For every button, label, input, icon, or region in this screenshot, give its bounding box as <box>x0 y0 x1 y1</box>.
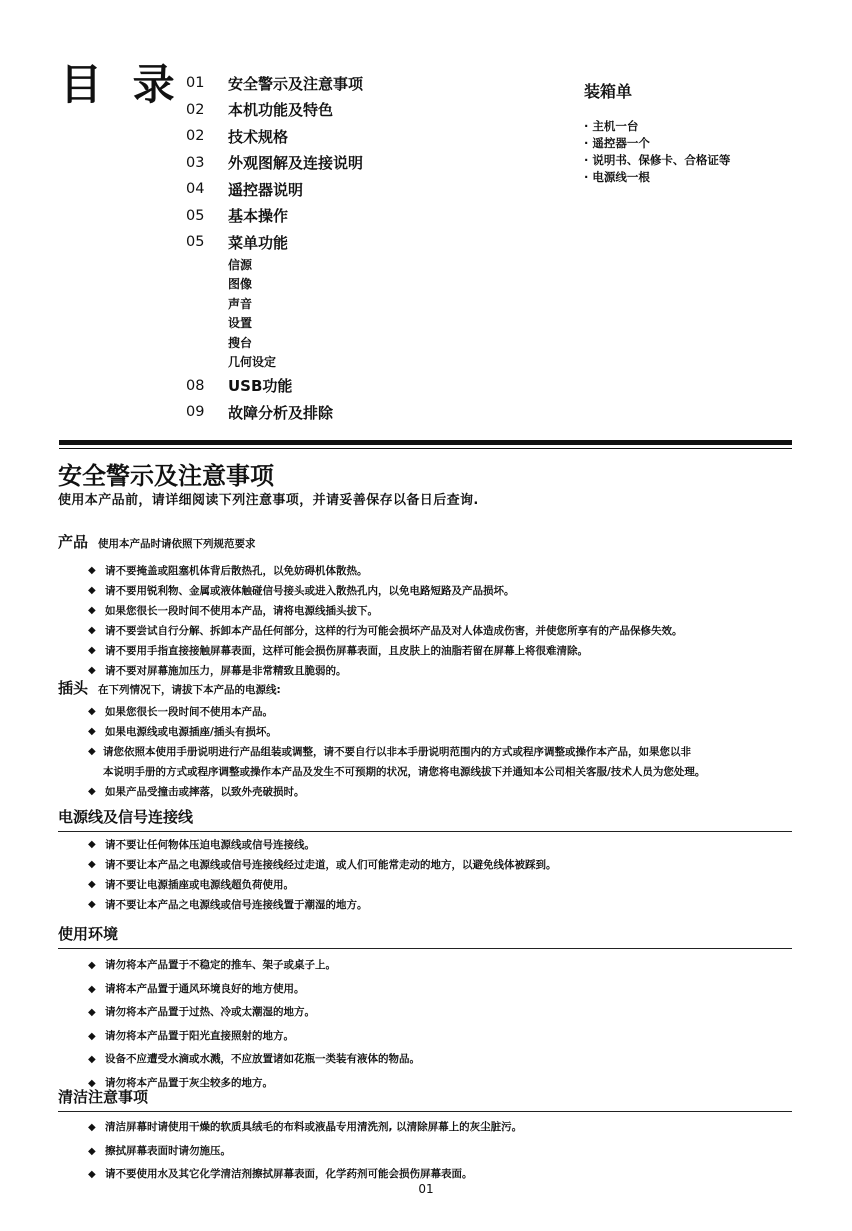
toc-list <box>186 70 363 426</box>
section-intro: 使用本产品前，请详细阅读下列注意事项，并请妥善保存以备日后查询. <box>58 493 479 508</box>
list-item: ◆ 请不要尝试自行分解、拆卸本产品任何部分，这样的行为可能会损坏产品及对人体造成伤害，并使您所享有的产品保修失效。 <box>88 621 803 641</box>
plug-heading: 插头 <box>58 679 89 697</box>
toc-label: 外观图解及连接说明 <box>228 154 364 173</box>
list-item: ◆ 请不要对屏幕施加压力，屏幕是非常精致且脆弱的。 <box>88 661 803 681</box>
packing-item: · 电源线一根 <box>584 170 650 184</box>
product-list <box>88 561 803 681</box>
toc-item <box>186 373 363 400</box>
packing-list <box>584 79 730 186</box>
toc-page-num: 05 <box>186 207 205 224</box>
section-title: 安全警示及注意事项 <box>58 462 274 490</box>
toc-item <box>186 123 363 150</box>
page-number: 01 <box>418 1182 434 1196</box>
plug-subtitle: 在下列情况下，请拔下本产品的电源线: <box>98 684 281 696</box>
list-item: ◆ 请勿将本产品置于不稳定的推车、架子或桌子上。 <box>88 954 803 978</box>
list-item: ◆ 请不要让本产品之电源线或信号连接线置于潮湿的地方。 <box>88 895 803 915</box>
toc-label: 菜单功能 <box>228 233 289 252</box>
toc-subitem: 几何设定 <box>228 355 277 369</box>
toc-label: 技术规格 <box>228 127 289 146</box>
section-divider-thin <box>59 448 792 449</box>
toc-page-num: 03 <box>186 154 205 171</box>
toc-item <box>186 229 363 256</box>
toc-title: 目 录 <box>60 60 183 109</box>
toc-subitem: 图像 <box>228 277 253 291</box>
toc-item <box>186 70 363 97</box>
environment-list <box>88 954 803 1095</box>
list-item: ◆ 请不要用手指直接接触屏幕表面，这样可能会损伤屏幕表面，且皮肤上的油脂若留在屏幕上将很难清除。 <box>88 641 803 661</box>
toc-page-num: 04 <box>186 181 205 198</box>
toc-subitem: 设置 <box>228 316 253 330</box>
toc-page-num: 08 <box>186 377 205 394</box>
list-item: ◆ 请勿将本产品置于阳光直接照射的地方。 <box>88 1025 803 1049</box>
list-item-line: ◆ 请您依照本使用手册说明进行产品组装或调整，请不要自行以非本手册说明范围内的方式或程序调整或操作本产品，如果您以非 <box>103 746 691 758</box>
toc-label: 基本操作 <box>228 207 289 226</box>
list-item: ◆ 请勿将本产品置于过热、冷或太潮湿的地方。 <box>88 1001 803 1025</box>
toc-subitem: 信源 <box>228 257 253 272</box>
list-item: ◆ 请将本产品置于通风环境良好的地方使用。 <box>88 978 803 1002</box>
toc-page-num: 09 <box>186 404 205 421</box>
toc-item <box>186 399 363 426</box>
list-item: ◆ 如果您很长一段时间不使用本产品。 <box>88 702 803 722</box>
list-item <box>88 742 803 782</box>
packing-item: · 遥控器一个 <box>584 136 650 150</box>
list-item: ◆ 请不要让任何物体压迫电源线或信号连接线。 <box>88 835 803 855</box>
toc-subitems <box>228 256 363 373</box>
toc-page-num: 05 <box>186 234 205 251</box>
list-item: ◆ 请不要用锐利物、金属或液体触碰信号接头或进入散热孔内，以免电路短路及产品损坏。 <box>88 581 803 601</box>
packing-title: 装箱单 <box>584 82 633 101</box>
product-heading: 产品 <box>58 533 89 551</box>
list-item: ◆ 设备不应遭受水滴或水溅，不应放置诸如花瓶一类装有液体的物品。 <box>88 1048 803 1072</box>
toc-page-num: 01 <box>186 75 205 92</box>
toc-page-num: 02 <box>186 101 205 118</box>
list-item: ◆ 擦拭屏幕表面时请勿施压。 <box>88 1140 803 1164</box>
plug-list <box>88 702 803 802</box>
toc-label: 故障分析及排除 <box>228 403 334 422</box>
toc-label: 安全警示及注意事项 <box>228 74 364 93</box>
environment-heading: 使用环境 <box>58 923 792 949</box>
list-item: ◆ 请不要让本产品之电源线或信号连接线经过走道，或人们可能常走动的地方，以避免线体被踩到。 <box>88 855 803 875</box>
toc-item <box>186 97 363 124</box>
cleaning-heading: 清洁注意事项 <box>58 1086 792 1112</box>
product-subtitle: 使用本产品时请依照下列规范要求 <box>98 538 256 550</box>
list-item: ◆ 如果产品受撞击或摔落，以致外壳破损时。 <box>88 782 803 802</box>
power-list <box>88 835 803 915</box>
toc-item <box>186 176 363 203</box>
toc-label: 本机功能及特色 <box>228 101 334 120</box>
product-heading-row <box>58 531 256 552</box>
list-item: ◆ 如果您很长一段时间不使用本产品，请将电源线插头拔下。 <box>88 601 803 621</box>
packing-item: · 主机一台 <box>584 119 639 133</box>
plug-heading-row <box>58 677 281 698</box>
section-divider-thick <box>59 440 792 445</box>
toc-subitem: 声音 <box>228 296 253 311</box>
cleaning-list <box>88 1116 803 1187</box>
toc-item <box>186 150 363 177</box>
packing-item: · 说明书、保修卡、合格证等 <box>584 153 731 167</box>
toc-subitem: 搜台 <box>228 335 253 350</box>
toc-label: USB功能 <box>228 377 293 396</box>
list-item-line: 本说明手册的方式或程序调整或操作本产品及发生不可预期的状况，请您将电源线拔下并通知本公司相关客服/技术人员为您处理。 <box>103 766 706 778</box>
toc-label: 遥控器说明 <box>228 180 304 199</box>
list-item: ◆ 请不要使用水及其它化学清洁剂擦拭屏幕表面，化学药剂可能会损伤屏幕表面。 <box>88 1163 803 1187</box>
list-item: ◆ 请不要掩盖或阻塞机体背后散热孔，以免妨碍机体散热。 <box>88 561 803 581</box>
list-item: ◆ 清洁屏幕时请使用干燥的软质具绒毛的布料或液晶专用清洗剂, 以清除屏幕上的灰尘脏污。 <box>88 1116 803 1140</box>
list-item: ◆ 请不要让电源插座或电源线超负荷使用。 <box>88 875 803 895</box>
list-item: ◆ 如果电源线或电源插座/插头有损坏。 <box>88 722 803 742</box>
list-item: ◆ 请勿将本产品置于灰尘较多的地方。 <box>88 1072 803 1096</box>
toc-page-num: 02 <box>186 128 205 145</box>
toc-item <box>186 203 363 230</box>
power-heading: 电源线及信号连接线 <box>58 806 792 832</box>
